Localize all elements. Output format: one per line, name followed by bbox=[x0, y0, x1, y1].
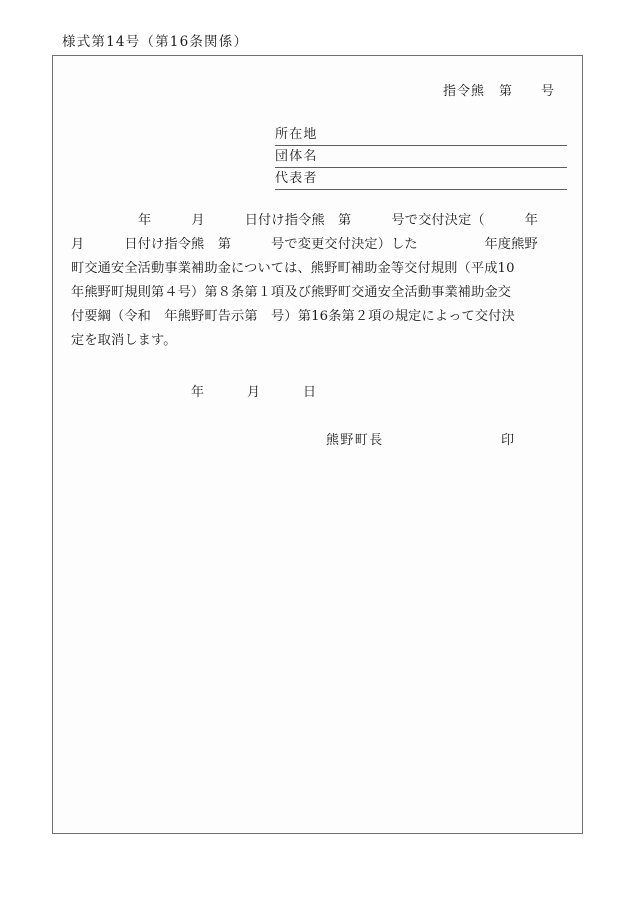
field-value-organization[interactable] bbox=[318, 166, 567, 167]
body-line: 年熊野町規則第４号）第８条第１項及び熊野町交通安全活動事業補助金交 bbox=[71, 285, 512, 300]
document-number: 指令熊 第 号 bbox=[443, 84, 556, 99]
body-line: 月 日付け指令熊 第 号で変更交付決定）した 年度熊野 bbox=[71, 237, 538, 252]
seal-mark: 印 bbox=[500, 433, 514, 448]
field-row-organization bbox=[275, 146, 567, 168]
field-value-representative[interactable] bbox=[318, 188, 567, 189]
form-number-caption: 様式第14号（第16条関係） bbox=[62, 34, 249, 50]
field-row-address bbox=[275, 124, 567, 146]
recipient-fields bbox=[275, 124, 567, 190]
document-frame bbox=[52, 55, 583, 834]
signer-title: 熊野町長 bbox=[326, 433, 384, 448]
body-line: 定を取消します。 bbox=[71, 333, 177, 348]
field-label-organization: 団体名 bbox=[275, 149, 318, 164]
body-line: 町交通安全活動事業補助金については、熊野町補助金等交付規則（平成10 bbox=[71, 261, 515, 276]
signer-line bbox=[326, 431, 556, 451]
field-label-address: 所在地 bbox=[275, 127, 318, 142]
body-paragraph bbox=[71, 209, 567, 353]
issue-date-line: 年 月 日 bbox=[191, 385, 318, 400]
body-line: 年 月 日付け指令熊 第 号で交付決定（ 年 bbox=[138, 213, 539, 228]
field-label-representative: 代表者 bbox=[275, 171, 318, 186]
body-line: 付要綱（令和 年熊野町告示第 号）第16条第２項の規定によって交付決 bbox=[71, 309, 515, 324]
field-value-address[interactable] bbox=[318, 144, 567, 145]
field-row-representative bbox=[275, 168, 567, 190]
